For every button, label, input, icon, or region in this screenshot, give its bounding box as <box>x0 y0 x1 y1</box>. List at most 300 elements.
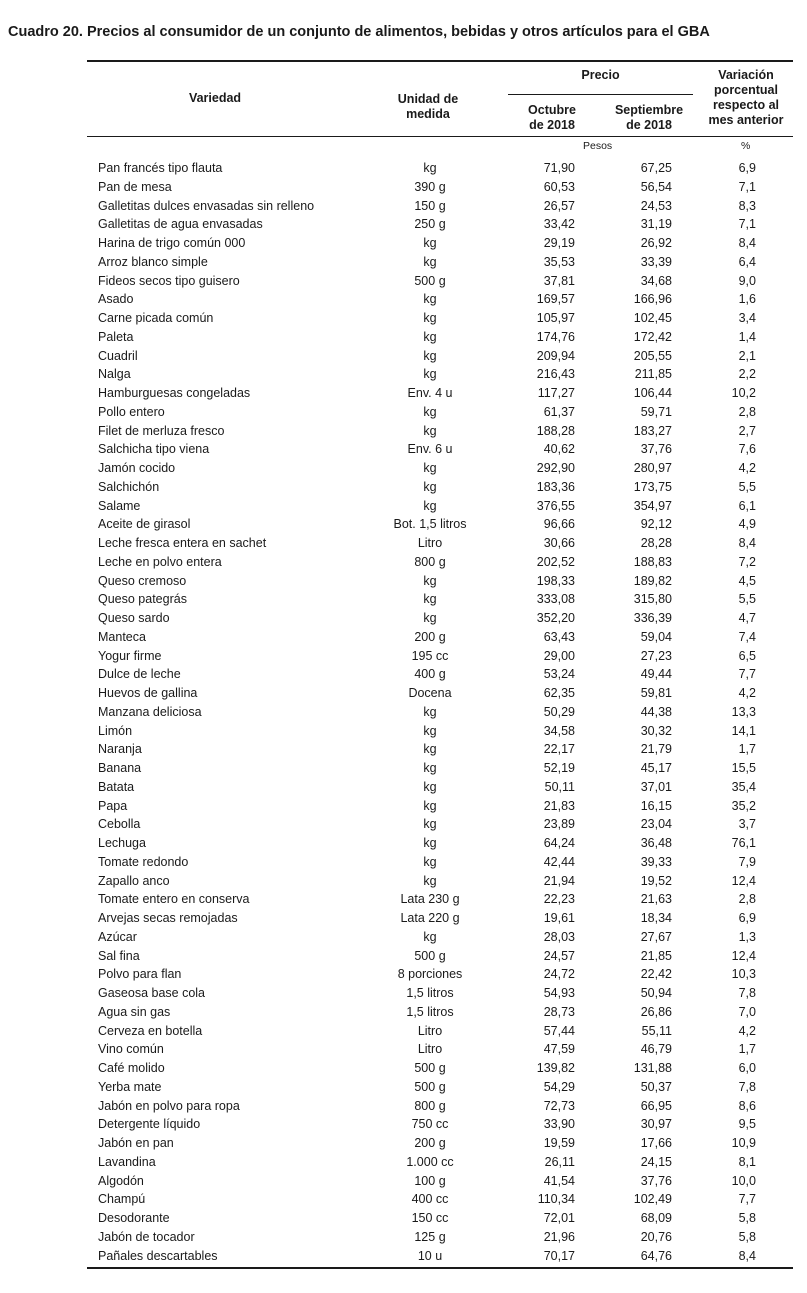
table-row <box>0 309 807 328</box>
cell-unidad: 1,5 litros <box>406 986 454 1000</box>
cell-unidad: kg <box>423 798 437 813</box>
cell-precio-septiembre: 280,97 <box>633 461 672 475</box>
cell-unidad: kg <box>423 854 437 869</box>
table-row <box>0 1003 807 1022</box>
cell-variacion: 6,0 <box>738 1061 756 1075</box>
cell-precio-octubre: 33,42 <box>543 217 575 232</box>
table-title: Cuadro 20. Precios al consumidor de un conjunto de alimentos, bebidas y otros artículos para el GBA <box>8 24 710 40</box>
cell-precio-septiembre: 315,80 <box>633 592 672 607</box>
cell-variedad: Asado <box>98 292 134 307</box>
cell-unidad: kg <box>423 836 437 850</box>
cell-variedad: Arvejas secas remojadas <box>98 911 238 925</box>
cell-variacion: 3,4 <box>738 311 756 325</box>
cell-variedad: Leche en polvo entera <box>98 554 222 569</box>
cell-unidad: 100 g <box>414 1173 446 1188</box>
header-variedad: Variedad <box>188 91 242 105</box>
cell-precio-octubre: 21,83 <box>543 798 575 813</box>
cell-precio-septiembre: 45,17 <box>640 761 672 775</box>
cell-precio-septiembre: 27,67 <box>640 929 672 944</box>
cell-precio-septiembre: 102,49 <box>633 1192 672 1207</box>
table-row <box>0 1022 807 1041</box>
table-row <box>0 1134 807 1153</box>
cell-precio-octubre: 29,19 <box>543 236 575 250</box>
cell-variedad: Yerba mate <box>98 1079 162 1094</box>
cell-variedad: Dulce de leche <box>98 667 181 682</box>
cell-unidad: kg <box>423 723 437 738</box>
cell-precio-octubre: 35,53 <box>543 254 575 269</box>
cell-variedad: Tomate redondo <box>98 854 189 869</box>
cell-precio-septiembre: 211,85 <box>634 367 672 382</box>
cell-variacion: 6,9 <box>738 161 756 175</box>
table-row <box>0 572 807 591</box>
header-septiembre: Septiembre de 2018 <box>614 103 684 132</box>
cell-variacion: 8,1 <box>738 1154 756 1169</box>
cell-unidad: 195 cc <box>411 648 449 663</box>
cell-precio-octubre: 209,94 <box>536 348 575 363</box>
table-row <box>0 965 807 984</box>
cell-variedad: Algodón <box>98 1173 144 1188</box>
cell-precio-octubre: 183,36 <box>536 479 575 494</box>
header-variacion: Variación porcentual respecto al mes anterior <box>708 68 784 127</box>
cell-unidad: kg <box>423 348 437 363</box>
cell-precio-octubre: 34,58 <box>543 723 575 738</box>
table-row <box>0 253 807 272</box>
cell-variacion: 4,9 <box>738 517 756 532</box>
table-row <box>0 797 807 816</box>
cell-precio-octubre: 139,82 <box>536 1061 575 1075</box>
table-row <box>0 1247 807 1266</box>
cell-precio-septiembre: 23,04 <box>640 817 672 832</box>
table-row <box>0 440 807 459</box>
cell-precio-octubre: 28,03 <box>543 929 575 944</box>
cell-precio-octubre: 352,20 <box>536 611 575 625</box>
cell-unidad: 10 u <box>417 1248 443 1263</box>
cell-variedad: Jamón cocido <box>98 461 176 475</box>
table-row <box>0 740 807 759</box>
cell-variacion: 9,5 <box>738 1117 756 1132</box>
cell-variedad: Tomate entero en conserva <box>98 892 250 907</box>
cell-precio-octubre: 50,11 <box>544 779 575 794</box>
table-row <box>0 197 807 216</box>
header-precio: Precio <box>581 68 620 82</box>
cell-unidad: 125 g <box>414 1229 446 1244</box>
table-row <box>0 778 807 797</box>
cell-variedad: Desodorante <box>98 1211 170 1225</box>
cell-variacion: 10,2 <box>731 386 756 400</box>
cell-variacion: 15,5 <box>731 761 756 775</box>
cell-precio-septiembre: 16,15 <box>640 798 672 813</box>
cell-variedad: Salchicha tipo viena <box>98 442 210 457</box>
cell-precio-octubre: 292,90 <box>536 461 575 475</box>
cell-precio-septiembre: 131,88 <box>633 1061 672 1075</box>
table-row <box>0 909 807 928</box>
cell-unidad: kg <box>423 704 437 719</box>
cell-variedad: Cebolla <box>98 817 141 832</box>
cell-precio-octubre: 54,93 <box>543 986 575 1000</box>
table-body <box>0 159 807 1265</box>
cell-unidad: kg <box>423 292 437 307</box>
cell-variacion: 8,3 <box>738 198 756 213</box>
cell-variedad: Cerveza en botella <box>98 1023 203 1038</box>
cell-unidad: 150 cc <box>411 1211 449 1225</box>
table-row <box>0 665 807 684</box>
cell-unidad: kg <box>423 761 437 775</box>
cell-precio-octubre: 70,17 <box>543 1248 575 1263</box>
cell-variedad: Harina de trigo común 000 <box>98 236 246 250</box>
cell-variedad: Jabón en polvo para ropa <box>98 1098 240 1113</box>
table-row <box>0 1209 807 1228</box>
cell-precio-octubre: 42,44 <box>543 854 575 869</box>
cell-variacion: 2,2 <box>738 367 756 382</box>
cell-unidad: 500 g <box>414 273 446 288</box>
cell-unidad: 500 g <box>414 1061 446 1075</box>
cell-variedad: Pañales descartables <box>98 1248 218 1263</box>
cell-variedad: Queso pategrás <box>98 592 187 607</box>
cell-variedad: Polvo para flan <box>98 967 182 982</box>
table-row <box>0 684 807 703</box>
table-row <box>0 234 807 253</box>
table-row <box>0 178 807 197</box>
cell-precio-octubre: 105,97 <box>536 311 575 325</box>
table-top-rule <box>87 60 793 62</box>
cell-variedad: Fideos secos tipo guisero <box>98 273 240 288</box>
cell-precio-septiembre: 189,82 <box>633 573 672 588</box>
cell-unidad: 150 g <box>414 198 446 213</box>
table-row <box>0 984 807 1003</box>
cell-variacion: 4,5 <box>738 573 756 588</box>
cell-variedad: Salchichón <box>98 479 160 494</box>
cell-precio-octubre: 53,24 <box>543 667 575 682</box>
table-row <box>0 1190 807 1209</box>
cell-precio-octubre: 57,44 <box>543 1023 575 1038</box>
cell-variedad: Agua sin gas <box>98 1004 171 1019</box>
cell-unidad: kg <box>423 479 437 494</box>
table-row <box>0 422 807 441</box>
table-row <box>0 553 807 572</box>
cell-variedad: Banana <box>98 761 142 775</box>
cell-precio-octubre: 202,52 <box>536 554 575 569</box>
cell-precio-septiembre: 26,92 <box>640 236 672 250</box>
cell-precio-octubre: 198,33 <box>536 573 575 588</box>
table-row <box>0 365 807 384</box>
cell-precio-septiembre: 24,15 <box>640 1154 672 1169</box>
table-row <box>0 403 807 422</box>
cell-variacion: 76,1 <box>731 836 756 850</box>
table-row <box>0 215 807 234</box>
cell-variacion: 7,8 <box>738 986 756 1000</box>
table-row <box>0 815 807 834</box>
cell-unidad: Bot. 1,5 litros <box>393 517 467 532</box>
cell-precio-octubre: 47,59 <box>543 1042 575 1057</box>
cell-precio-octubre: 333,08 <box>536 592 575 607</box>
cell-precio-septiembre: 59,71 <box>640 404 672 419</box>
table-row <box>0 515 807 534</box>
table-row <box>0 890 807 909</box>
cell-precio-octubre: 29,00 <box>543 648 575 663</box>
cell-variedad: Hamburguesas congeladas <box>98 386 251 400</box>
cell-precio-septiembre: 106,44 <box>633 386 672 400</box>
cell-precio-septiembre: 67,25 <box>640 161 672 175</box>
cell-precio-septiembre: 30,97 <box>640 1117 672 1132</box>
cell-unidad: Env. 6 u <box>407 442 453 457</box>
table-row <box>0 459 807 478</box>
table-row <box>0 1059 807 1078</box>
cell-precio-septiembre: 36,48 <box>640 836 672 850</box>
table-row <box>0 497 807 516</box>
cell-precio-septiembre: 33,39 <box>640 254 672 269</box>
cell-variedad: Paleta <box>98 329 134 344</box>
cell-variacion: 35,2 <box>731 798 756 813</box>
cell-variacion: 5,8 <box>738 1211 756 1225</box>
cell-variacion: 7,1 <box>738 217 756 232</box>
cell-variedad: Filet de merluza fresco <box>98 423 225 438</box>
cell-variacion: 4,2 <box>738 1023 756 1038</box>
cell-variacion: 13,3 <box>731 704 756 719</box>
cell-precio-octubre: 63,43 <box>543 629 575 644</box>
header-bottom-rule <box>87 136 793 137</box>
cell-precio-octubre: 174,76 <box>536 329 575 344</box>
table-row <box>0 328 807 347</box>
cell-precio-septiembre: 68,09 <box>640 1211 672 1225</box>
cell-unidad: kg <box>423 161 437 175</box>
cell-precio-septiembre: 336,39 <box>633 611 672 625</box>
cell-precio-septiembre: 39,33 <box>640 854 672 869</box>
cell-unidad: kg <box>423 423 437 438</box>
cell-precio-octubre: 24,57 <box>543 948 575 963</box>
cell-unidad: kg <box>423 367 437 382</box>
cell-precio-octubre: 64,24 <box>543 836 575 850</box>
cell-variedad: Leche fresca entera en sachet <box>98 536 267 550</box>
cell-precio-septiembre: 92,12 <box>640 517 672 532</box>
cell-variacion: 2,8 <box>738 404 756 419</box>
cell-precio-septiembre: 46,79 <box>640 1042 672 1057</box>
cell-variacion: 7,7 <box>738 1192 756 1207</box>
table-row <box>0 722 807 741</box>
cell-variedad: Vino común <box>98 1042 164 1057</box>
cell-precio-septiembre: 172,42 <box>633 329 672 344</box>
cell-unidad: Litro <box>417 1042 443 1057</box>
cell-variacion: 8,4 <box>738 1248 756 1263</box>
cell-variacion: 5,8 <box>738 1229 756 1244</box>
cell-variacion: 7,7 <box>738 667 756 682</box>
table-bottom-rule <box>87 1267 793 1269</box>
cell-variedad: Gaseosa base cola <box>98 986 206 1000</box>
cell-variacion: 2,7 <box>738 423 756 438</box>
cell-precio-octubre: 41,54 <box>543 1173 575 1188</box>
cell-unidad: kg <box>423 779 437 794</box>
cell-precio-octubre: 216,43 <box>536 367 575 382</box>
cell-variacion: 4,2 <box>738 461 756 475</box>
cell-variacion: 4,2 <box>738 686 756 700</box>
header-unidad: Unidad de medida <box>397 92 459 121</box>
cell-variacion: 10,3 <box>731 967 756 982</box>
cell-variedad: Pollo entero <box>98 404 165 419</box>
cell-precio-septiembre: 205,55 <box>633 348 672 363</box>
cell-precio-septiembre: 59,04 <box>640 629 672 644</box>
table-row <box>0 1078 807 1097</box>
cell-precio-septiembre: 21,79 <box>640 742 672 757</box>
table-row <box>0 928 807 947</box>
cell-precio-octubre: 60,53 <box>543 179 575 194</box>
table-row <box>0 290 807 309</box>
cell-variacion: 8,6 <box>738 1098 756 1113</box>
cell-precio-octubre: 37,81 <box>543 273 575 288</box>
cell-precio-octubre: 22,17 <box>543 742 575 757</box>
cell-precio-octubre: 28,73 <box>543 1004 575 1019</box>
cell-unidad: kg <box>423 873 437 888</box>
cell-unidad: 400 g <box>414 667 446 682</box>
table-row <box>0 703 807 722</box>
cell-variedad: Manteca <box>98 629 146 644</box>
cell-precio-septiembre: 166,96 <box>633 292 672 307</box>
cell-unidad: 1.000 cc <box>406 1154 454 1169</box>
table-row <box>0 534 807 553</box>
cell-precio-octubre: 19,59 <box>543 1136 575 1150</box>
cell-precio-septiembre: 26,86 <box>640 1004 672 1019</box>
cell-unidad: 500 g <box>414 1079 446 1094</box>
table-row <box>0 872 807 891</box>
cell-variacion: 7,1 <box>738 179 756 194</box>
table-row <box>0 384 807 403</box>
table-row <box>0 478 807 497</box>
cell-variedad: Aceite de girasol <box>98 517 191 532</box>
cell-precio-septiembre: 19,52 <box>640 873 672 888</box>
cell-variedad: Queso sardo <box>98 611 170 625</box>
cell-variedad: Huevos de gallina <box>98 686 198 700</box>
cell-precio-octubre: 40,62 <box>543 442 575 457</box>
cell-precio-septiembre: 17,66 <box>640 1136 672 1150</box>
table-row <box>0 1097 807 1116</box>
cell-unidad: Docena <box>408 686 452 700</box>
cell-variacion: 7,2 <box>738 554 756 569</box>
cell-unidad: kg <box>423 311 437 325</box>
cell-precio-septiembre: 21,63 <box>640 892 672 907</box>
cell-unidad: Litro <box>417 1023 443 1038</box>
cell-precio-septiembre: 50,94 <box>640 986 672 1000</box>
table-row <box>0 1040 807 1059</box>
cell-variedad: Galletitas de agua envasadas <box>98 217 263 232</box>
cell-precio-septiembre: 188,83 <box>633 554 672 569</box>
cell-precio-septiembre: 31,19 <box>640 217 672 232</box>
cell-precio-octubre: 61,37 <box>543 404 575 419</box>
cell-precio-septiembre: 50,37 <box>640 1079 672 1094</box>
cell-unidad: kg <box>423 404 437 419</box>
cell-precio-octubre: 26,11 <box>544 1154 575 1169</box>
cell-variacion: 8,4 <box>738 236 756 250</box>
cell-precio-octubre: 72,01 <box>543 1211 575 1225</box>
cell-precio-octubre: 169,57 <box>536 292 575 307</box>
table-row <box>0 628 807 647</box>
cell-precio-octubre: 188,28 <box>536 423 575 438</box>
cell-precio-septiembre: 37,01 <box>640 779 672 794</box>
table-row <box>0 347 807 366</box>
cell-variacion: 12,4 <box>731 948 756 963</box>
cell-variacion: 6,4 <box>738 254 756 269</box>
cell-unidad: 390 g <box>414 179 446 194</box>
cell-variedad: Zapallo anco <box>98 873 170 888</box>
cell-precio-septiembre: 56,54 <box>640 179 672 194</box>
cell-unidad: kg <box>423 592 437 607</box>
cell-precio-septiembre: 18,34 <box>640 911 672 925</box>
cell-variacion: 5,5 <box>738 479 756 494</box>
unit-label-percent: % <box>741 140 751 152</box>
cell-variacion: 7,8 <box>738 1079 756 1094</box>
cell-precio-septiembre: 55,11 <box>641 1023 672 1038</box>
cell-variacion: 7,9 <box>738 854 756 869</box>
cell-variedad: Salame <box>98 498 141 513</box>
cell-variedad: Limón <box>98 723 133 738</box>
cell-unidad: kg <box>423 498 437 513</box>
table-row <box>0 159 807 178</box>
cell-precio-octubre: 19,61 <box>543 911 575 925</box>
table-row <box>0 1228 807 1247</box>
cell-unidad: Lata 230 g <box>400 892 460 907</box>
table-row <box>0 1153 807 1172</box>
cell-unidad: kg <box>423 742 437 757</box>
cell-precio-septiembre: 37,76 <box>640 1173 672 1188</box>
cell-variedad: Jabón en pan <box>98 1136 174 1150</box>
cell-variacion: 12,4 <box>731 873 756 888</box>
cell-precio-octubre: 54,29 <box>543 1079 575 1094</box>
cell-variacion: 14,1 <box>731 723 756 738</box>
cell-precio-octubre: 21,96 <box>543 1229 575 1244</box>
table-row <box>0 1115 807 1134</box>
table-row <box>0 647 807 666</box>
cell-precio-septiembre: 102,45 <box>633 311 672 325</box>
cell-precio-octubre: 117,27 <box>537 386 575 400</box>
cell-precio-septiembre: 66,95 <box>640 1098 672 1113</box>
table-row <box>0 272 807 291</box>
cell-variacion: 10,9 <box>731 1136 756 1150</box>
cell-unidad: kg <box>423 573 437 588</box>
cell-variacion: 2,8 <box>738 892 756 907</box>
cell-precio-octubre: 30,66 <box>543 536 575 550</box>
cell-variacion: 7,0 <box>738 1004 756 1019</box>
unit-label-pesos: Pesos <box>583 140 613 152</box>
cell-unidad: kg <box>423 817 437 832</box>
cell-precio-septiembre: 44,38 <box>640 704 672 719</box>
table-row <box>0 947 807 966</box>
cell-variedad: Sal fina <box>98 948 140 963</box>
cell-variacion: 4,7 <box>738 611 756 625</box>
cell-variacion: 9,0 <box>738 273 756 288</box>
cell-unidad: 400 cc <box>411 1192 449 1207</box>
cell-variedad: Naranja <box>98 742 142 757</box>
cell-variacion: 35,4 <box>731 779 756 794</box>
cell-unidad: 250 g <box>414 217 446 232</box>
cell-variedad: Champú <box>98 1192 146 1207</box>
cell-precio-septiembre: 28,28 <box>640 536 672 550</box>
cell-variacion: 7,6 <box>738 442 756 457</box>
cell-variacion: 8,4 <box>738 536 756 550</box>
cell-variacion: 1,3 <box>738 929 756 944</box>
cell-unidad: 8 porciones <box>397 967 463 982</box>
cell-precio-septiembre: 59,81 <box>640 686 672 700</box>
cell-variedad: Lavandina <box>98 1154 156 1169</box>
cell-precio-octubre: 110,34 <box>537 1192 575 1207</box>
cell-unidad: 500 g <box>414 948 446 963</box>
cell-variacion: 7,4 <box>738 629 756 644</box>
cell-unidad: 1,5 litros <box>406 1004 454 1019</box>
table-row <box>0 853 807 872</box>
cell-precio-septiembre: 354,97 <box>633 498 672 513</box>
cell-precio-octubre: 376,55 <box>536 498 575 513</box>
cell-unidad: kg <box>423 461 437 475</box>
cell-variedad: Nalga <box>98 367 131 382</box>
cell-variacion: 5,5 <box>738 592 756 607</box>
cell-variedad: Batata <box>98 779 135 794</box>
cell-unidad: kg <box>423 254 437 269</box>
